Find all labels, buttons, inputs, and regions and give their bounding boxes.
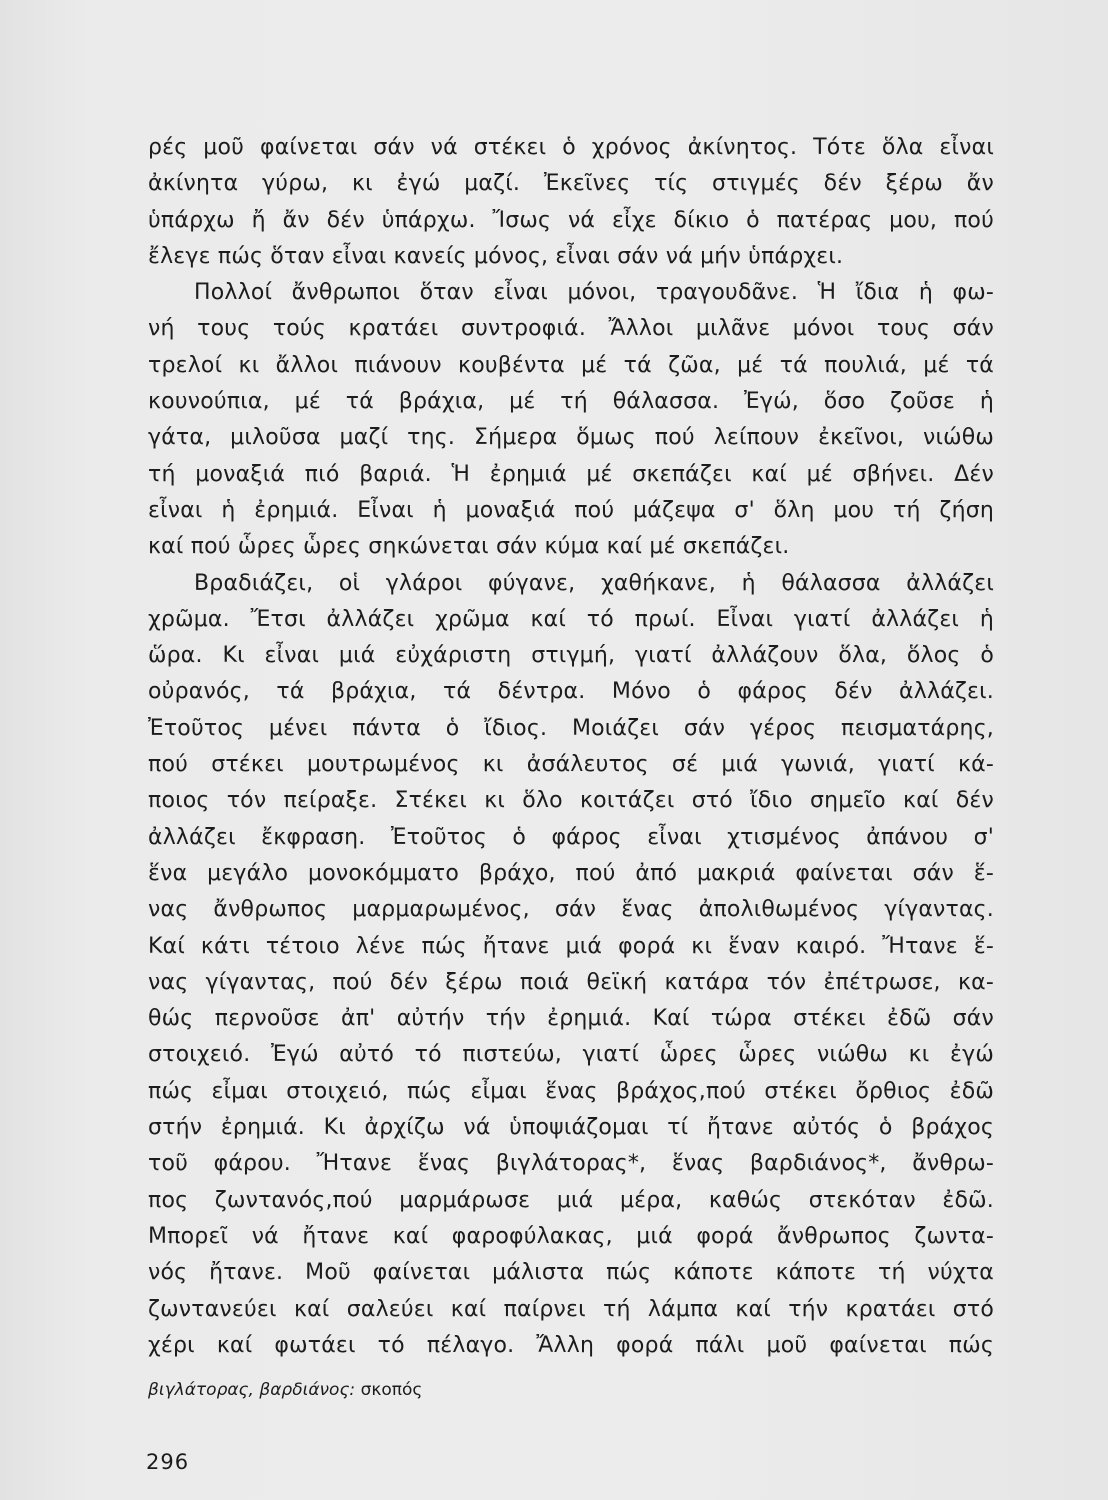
text-line: Καί κάτι τέτοιο λένε πώς ἤτανε μιά φορά κι ἕναν καιρό. Ἤτανε ἕ- xyxy=(148,933,994,959)
text-line: πος ζωντανός,πού μαρμάρωσε μιά μέρα, καθώς στεκόταν ἐδῶ. xyxy=(148,1187,994,1213)
text-line: εἶναι ἡ ἐρημιά. Εἶναι ἡ μοναξιά πού μάζεψα σ' ὅλη μου τή ζήση xyxy=(148,497,994,523)
text-line: νός ἤτανε. Μοῦ φαίνεται μάλιστα πώς κάποτε κάποτε τή νύχτα xyxy=(148,1260,994,1286)
text-line: θώς περνοῦσε ἀπ' αὐτήν τήν ἐρημιά. Καί τώρα στέκει ἐδῶ σάν xyxy=(148,1006,994,1032)
text-line: στήν ἐρημιά. Κι ἀρχίζω νά ὑποψιάζομαι τί ἤτανε αὐτός ὁ βράχος xyxy=(148,1115,994,1141)
text-line: ρές μοῦ φαίνεται σάν νά στέκει ὁ χρόνος ἀκίνητος. Τότε ὅλα εἶναι xyxy=(148,135,994,160)
text-line: ποιος τόν πείραξε. Στέκει κι ὅλο κοιτάζει στό ἴδιο σημεῖο καί δέν xyxy=(148,788,994,814)
text-line: Μπορεῖ νά ἤτανε καί φαροφύλακας, μιά φορά ἄνθρωπος ζωντα- xyxy=(148,1223,994,1249)
page-number: 296 xyxy=(146,1450,190,1474)
text-line: πού στέκει μουτρωμένος κι ἀσάλευτος σέ μιά γωνιά, γιατί κά- xyxy=(148,752,994,778)
footnote-definition: σκοπός xyxy=(360,1380,423,1400)
text-line: νή τους τούς κρατάει συντροφιά. Ἄλλοι μιλᾶνε μόνοι τους σάν xyxy=(148,316,994,342)
text-line: ἕνα μεγάλο μονοκόμματο βράχο, πού ἀπό μακριά φαίνεται σάν ἕ- xyxy=(148,860,994,886)
text-line: χρῶμα. Ἔτσι ἀλλάζει χρῶμα καί τό πρωί. Εἶναι γιατί ἀλλάζει ἡ xyxy=(148,606,994,632)
text-line: Ἐτοῦτος μένει πάντα ὁ ἴδιος. Μοιάζει σάν γέρος πεισματάρης, xyxy=(148,715,994,741)
text-line: νας ἄνθρωπος μαρμαρωμένος, σάν ἕνας ἀπολιθωμένος γίγαντας. xyxy=(148,897,994,923)
text-line: πώς εἶμαι στοιχειό, πώς εἶμαι ἕνας βράχος,πού στέκει ὄρθιος ἐδῶ xyxy=(148,1078,994,1104)
text-line: ἔλεγε πώς ὅταν εἶναι κανείς μόνος, εἶναι σάν νά μήν ὑπάρχει. xyxy=(148,243,844,269)
body-text xyxy=(148,130,994,1364)
text-line: καί πού ὧρες ὧρες σηκώνεται σάν κύμα καί μέ σκεπάζει. xyxy=(148,534,790,560)
text-line: νας γίγαντας, πού δέν ξέρω ποιά θεϊκή κατάρα τόν ἐπέτρωσε, κα- xyxy=(148,969,994,995)
text-line: κουνούπια, μέ τά βράχια, μέ τή θάλασσα. Ἐγώ, ὅσο ζοῦσε ἡ xyxy=(148,389,994,415)
text-line: Πολλοί ἄνθρωποι ὅταν εἶναι μόνοι, τραγουδᾶνε. Ἡ ἴδια ἡ φω- xyxy=(194,280,994,306)
text-line: ὑπάρχω ἤ ἄν δέν ὑπάρχω. Ἴσως νά εἶχε δίκιο ὁ πατέρας μου, πού xyxy=(148,207,994,233)
text-line: τοῦ φάρου. Ἤτανε ἕνας βιγλάτορας*, ἕνας βαρδιάνος*, ἄνθρω- xyxy=(148,1151,994,1177)
text-line: ὥρα. Κι εἶναι μιά εὐχάριστη στιγμή, γιατί ἀλλάζουν ὅλα, ὅλος ὁ xyxy=(148,643,994,669)
text-line: ζωντανεύει καί σαλεύει καί παίρνει τή λάμπα καί τήν κρατάει στό xyxy=(148,1296,994,1322)
text-line: τρελοί κι ἄλλοι πιάνουν κουβέντα μέ τά ζῶα, μέ τά πουλιά, μέ τά xyxy=(148,352,994,378)
text-line: γάτα, μιλοῦσα μαζί της. Σήμερα ὅμως πού λείπουν ἐκεῖνοι, νιώθω xyxy=(148,425,994,451)
text-line: Βραδιάζει, οἱ γλάροι φύγανε, χαθήκανε, ἡ θάλασσα ἀλλάζει xyxy=(194,570,994,596)
footnote-term: βιγλάτορας, βαρδιάνος: xyxy=(148,1380,356,1400)
text-line: τή μοναξιά πιό βαριά. Ἡ ἐρημιά μέ σκεπάζει καί μέ σβήνει. Δέν xyxy=(148,461,994,487)
text-line: ἀκίνητα γύρω, κι ἐγώ μαζί. Ἐκεῖνες τίς στιγμές δέν ξέρω ἄν xyxy=(148,171,994,197)
text-line: χέρι καί φωτάει τό πέλαγο. Ἄλλη φορά πάλι μοῦ φαίνεται πώς xyxy=(148,1332,994,1358)
text-line: στοιχειό. Ἐγώ αὐτό τό πιστεύω, γιατί ὧρες ὧρες νιώθω κι ἐγώ xyxy=(148,1042,994,1068)
text-line: οὐρανός, τά βράχια, τά δέντρα. Μόνο ὁ φάρος δέν ἀλλάζει. xyxy=(148,679,994,705)
text-line: ἀλλάζει ἔκφραση. Ἐτοῦτος ὁ φάρος εἶναι χτισμένος ἀπάνου σ' xyxy=(148,824,994,850)
footnote xyxy=(148,1380,422,1400)
